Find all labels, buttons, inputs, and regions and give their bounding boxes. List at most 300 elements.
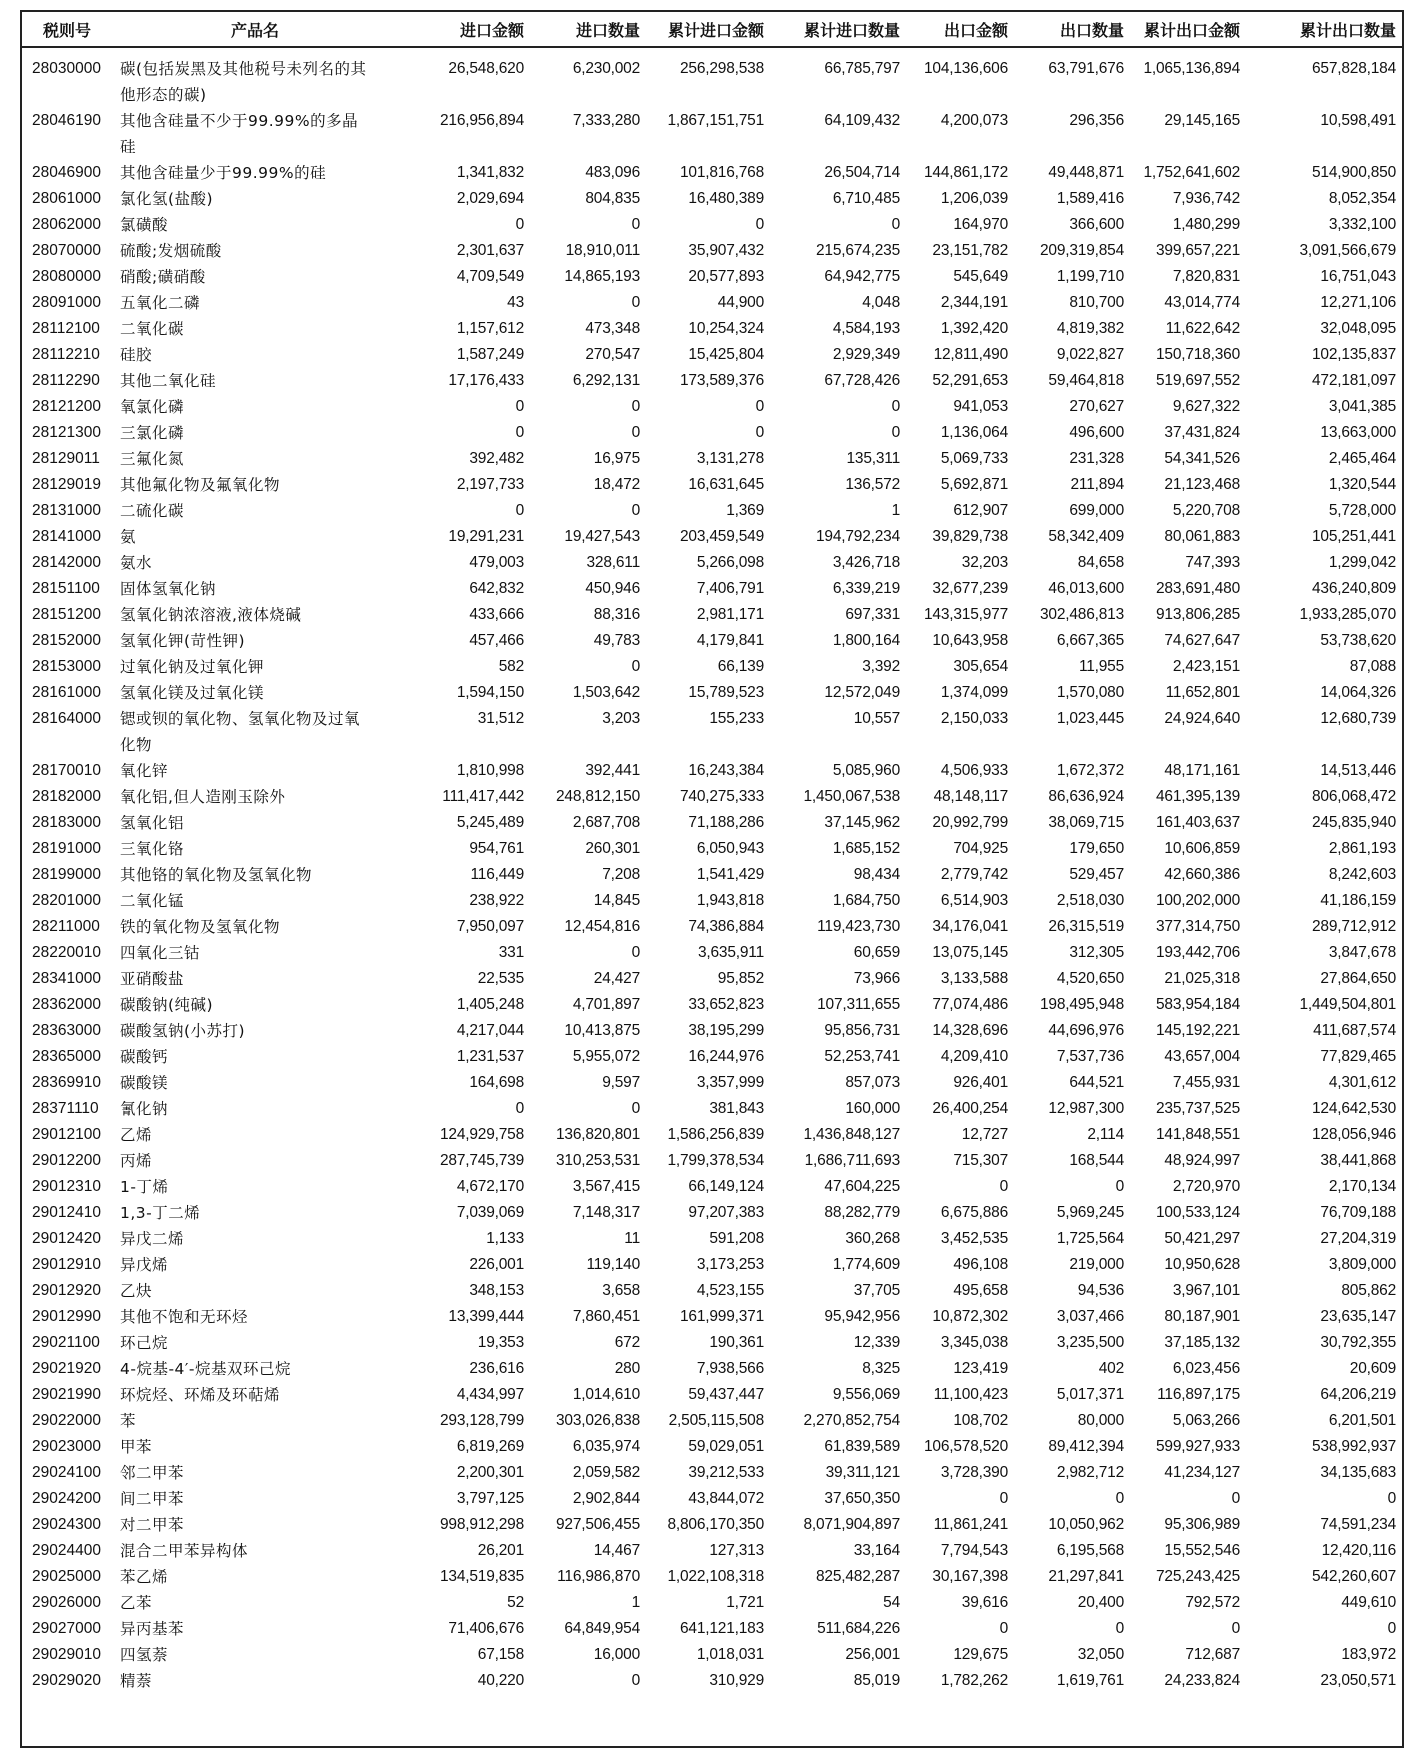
- import-quantity-cell: 12,454,816: [564, 918, 640, 935]
- cumulative-import-value-cell: 16,631,645: [688, 476, 764, 493]
- table-row: [20, 1590, 1402, 1616]
- product-name-cell: [114, 498, 396, 524]
- export-value-cell: 0: [999, 1178, 1008, 1195]
- cumulative-import-quantity-cell: 0: [891, 424, 900, 441]
- product-name-cell: [114, 992, 396, 1018]
- import-value-cell: 7,950,097: [456, 918, 524, 935]
- product-name-cell: [114, 524, 396, 550]
- product-name-text: 1-丁烯: [120, 1178, 169, 1196]
- cumulative-import-value-cell: 59,437,447: [688, 1386, 764, 1403]
- export-quantity-cell: 219,000: [1069, 1256, 1124, 1273]
- cumulative-import-quantity-cell: 4,048: [862, 294, 900, 311]
- export-value-cell: 143,315,977: [924, 606, 1008, 623]
- export-value-cell: 164,970: [953, 216, 1008, 233]
- import-quantity-cell: 2,687,708: [572, 814, 640, 831]
- cumulative-import-value-cell: 1,943,818: [696, 892, 764, 909]
- export-value-cell: 495,658: [953, 1282, 1008, 1299]
- cumulative-import-quantity-cell: 1,774,609: [832, 1256, 900, 1273]
- table-row: [20, 888, 1402, 914]
- cumulative-import-quantity-cell: 64,942,775: [824, 268, 900, 285]
- cumulative-export-quantity-cell: 32,048,095: [1320, 320, 1396, 337]
- export-quantity-cell: 366,600: [1069, 216, 1124, 233]
- cumulative-export-quantity-cell: 64,206,219: [1320, 1386, 1396, 1403]
- product-name-cell: [114, 1486, 396, 1512]
- cumulative-export-value-cell: 37,185,132: [1164, 1334, 1240, 1351]
- product-name-text: 4-烷基-4′-烷基双环己烷: [120, 1360, 292, 1378]
- cumulative-import-quantity-cell: 95,942,956: [824, 1308, 900, 1325]
- cumulative-import-value-cell: 3,635,911: [697, 944, 764, 961]
- export-quantity-cell: 94,536: [1077, 1282, 1124, 1299]
- tariff-code-cell: 28199000: [32, 866, 101, 883]
- product-name-cell: [114, 212, 396, 238]
- product-name-cell: [114, 238, 396, 264]
- product-name-text: 乙炔: [120, 1282, 153, 1300]
- product-name-cell: [114, 446, 396, 472]
- cumulative-export-value-cell: 7,820,831: [1172, 268, 1240, 285]
- tariff-code-cell: 28080000: [32, 268, 101, 285]
- tariff-code-cell: 28062000: [32, 216, 101, 233]
- cumulative-import-quantity-cell: 2,929,349: [832, 346, 900, 363]
- cumulative-export-quantity-cell: 12,680,739: [1320, 710, 1396, 727]
- product-name-cell: [114, 810, 396, 836]
- product-name-text: 碳酸钠(纯碱): [120, 996, 214, 1014]
- import-value-cell: 331: [498, 944, 524, 961]
- product-name-text: 碳酸钙: [120, 1048, 169, 1066]
- cumulative-import-value-cell: 71,188,286: [688, 814, 764, 831]
- product-name-cell: [114, 1252, 396, 1278]
- cumulative-import-value-cell: 127,313: [709, 1542, 764, 1559]
- cumulative-export-quantity-cell: 34,135,683: [1320, 1464, 1396, 1481]
- cumulative-export-value-cell: 283,691,480: [1156, 580, 1240, 597]
- cumulative-import-value-cell: 15,425,804: [688, 346, 764, 363]
- cumulative-export-quantity-cell: 87,088: [1349, 658, 1396, 675]
- cumulative-import-value-cell: 5,266,098: [696, 554, 764, 571]
- table-row: [20, 1434, 1402, 1460]
- table-row: [20, 446, 1402, 472]
- cumulative-import-value-cell: 591,208: [709, 1230, 764, 1247]
- export-value-cell: 612,907: [953, 502, 1008, 519]
- export-value-cell: 32,203: [961, 554, 1008, 571]
- export-value-cell: 52,291,653: [932, 372, 1008, 389]
- cumulative-import-value-cell: 1,799,378,534: [667, 1152, 764, 1169]
- product-name-cell: [114, 940, 396, 966]
- tariff-code-cell: 28061000: [32, 190, 101, 207]
- product-name-cell: [114, 966, 396, 992]
- cumulative-export-value-cell: 10,606,859: [1164, 840, 1240, 857]
- export-value-cell: 704,925: [953, 840, 1008, 857]
- import-quantity-cell: 280: [614, 1360, 640, 1377]
- import-quantity-cell: 14,845: [593, 892, 640, 909]
- product-name-cell: [114, 1278, 396, 1304]
- export-quantity-cell: 198,495,948: [1040, 996, 1124, 1013]
- cumulative-import-quantity-cell: 256,001: [845, 1646, 900, 1663]
- import-quantity-cell: 248,812,150: [556, 788, 640, 805]
- product-name-cell: [114, 1382, 396, 1408]
- import-value-cell: 4,434,997: [456, 1386, 524, 1403]
- cumulative-export-quantity-cell: 6,201,501: [1328, 1412, 1396, 1429]
- cumulative-import-value-cell: 44,900: [717, 294, 764, 311]
- export-quantity-cell: 3,037,466: [1056, 1308, 1124, 1325]
- cumulative-import-quantity-cell: 39,311,121: [825, 1464, 900, 1481]
- import-value-cell: 4,217,044: [456, 1022, 524, 1039]
- product-name-cell: [114, 914, 396, 940]
- export-quantity-cell: 1,619,761: [1056, 1672, 1124, 1689]
- cumulative-export-value-cell: 0: [1231, 1490, 1240, 1507]
- cumulative-export-quantity-cell: 245,835,940: [1312, 814, 1396, 831]
- import-quantity-cell: 392,441: [585, 762, 640, 779]
- cumulative-import-quantity-cell: 0: [891, 398, 900, 415]
- product-name-cell: [114, 1304, 396, 1330]
- cumulative-import-value-cell: 35,907,432: [688, 242, 764, 259]
- tariff-code-cell: 29012920: [32, 1282, 101, 1299]
- tariff-code-cell: 29024100: [32, 1464, 101, 1481]
- product-name-text: 氨水: [120, 554, 153, 572]
- product-name-text: 氯化氢(盐酸): [120, 190, 214, 208]
- product-name-text: 氧化铝,但人造刚玉除外: [120, 788, 286, 806]
- cumulative-export-quantity-cell: 13,663,000: [1320, 424, 1396, 441]
- import-quantity-cell: 1,014,610: [572, 1386, 640, 1403]
- table-row: [20, 1616, 1402, 1642]
- cumulative-export-value-cell: 913,806,285: [1156, 606, 1240, 623]
- export-value-cell: 10,643,958: [932, 632, 1008, 649]
- cumulative-import-value-cell: 16,243,384: [688, 762, 764, 779]
- cumulative-import-value-cell: 59,029,051: [688, 1438, 764, 1455]
- export-value-cell: 6,514,903: [940, 892, 1008, 909]
- cumulative-export-value-cell: 519,697,552: [1156, 372, 1240, 389]
- export-value-cell: 11,100,423: [933, 1386, 1008, 1403]
- import-value-cell: 3,797,125: [456, 1490, 524, 1507]
- cumulative-import-quantity-cell: 47,604,225: [824, 1178, 900, 1195]
- product-name-text: 碳(包括炭黑及其他税号未列名的其他形态的碳): [120, 60, 367, 104]
- export-quantity-cell: 9,022,827: [1056, 346, 1124, 363]
- table-row: [20, 784, 1402, 810]
- cumulative-export-quantity-cell: 538,992,937: [1312, 1438, 1396, 1455]
- cumulative-import-value-cell: 0: [755, 424, 764, 441]
- product-name-text: 其他含硅量不少于99.99%的多晶硅: [120, 112, 359, 156]
- import-value-cell: 7,039,069: [456, 1204, 524, 1221]
- export-quantity-cell: 810,700: [1069, 294, 1124, 311]
- cumulative-export-quantity-cell: 3,041,385: [1328, 398, 1396, 415]
- cumulative-export-value-cell: 80,187,901: [1164, 1308, 1240, 1325]
- table-row: [20, 524, 1402, 550]
- product-name-text: 硅胶: [120, 346, 153, 364]
- cumulative-export-value-cell: 95,306,989: [1164, 1516, 1240, 1533]
- table-row: [20, 576, 1402, 602]
- product-name-text: 丙烯: [120, 1152, 153, 1170]
- tariff-code-cell: 29012100: [32, 1126, 101, 1143]
- import-value-cell: 116,449: [470, 866, 524, 883]
- product-name-text: 间二甲苯: [120, 1490, 185, 1508]
- product-name-text: 氰化钠: [120, 1100, 169, 1118]
- cumulative-import-value-cell: 3,131,278: [696, 450, 764, 467]
- export-quantity-cell: 4,819,382: [1056, 320, 1124, 337]
- tariff-code-cell: 28091000: [32, 294, 101, 311]
- import-quantity-cell: 0: [631, 424, 640, 441]
- table-row: [20, 316, 1402, 342]
- product-name-cell: [114, 1512, 396, 1538]
- product-name-text: 氢氧化铝: [120, 814, 185, 832]
- cumulative-export-quantity-cell: 30,792,355: [1320, 1334, 1396, 1351]
- cumulative-import-value-cell: 74,386,884: [688, 918, 764, 935]
- tariff-code-cell: 29023000: [32, 1438, 101, 1455]
- export-value-cell: 77,074,486: [932, 996, 1008, 1013]
- export-quantity-cell: 80,000: [1077, 1412, 1124, 1429]
- cumulative-export-quantity-cell: 1,933,285,070: [1299, 606, 1396, 623]
- import-value-cell: 479,003: [469, 554, 524, 571]
- product-name-cell: [114, 1200, 396, 1226]
- cumulative-import-quantity-cell: 26,504,714: [824, 164, 900, 181]
- tariff-code-cell: 28030000: [32, 60, 101, 77]
- product-name-cell: [114, 316, 396, 342]
- table-row: [20, 1226, 1402, 1252]
- tariff-code-cell: 28046900: [32, 164, 101, 181]
- import-value-cell: 40,220: [477, 1672, 524, 1689]
- export-value-cell: 104,136,606: [924, 60, 1008, 77]
- cumulative-import-value-cell: 7,938,566: [696, 1360, 764, 1377]
- table-row: [20, 472, 1402, 498]
- table-row: [20, 1330, 1402, 1356]
- cumulative-import-quantity-cell: 66,785,797: [824, 60, 900, 77]
- cumulative-import-value-cell: 6,050,943: [696, 840, 764, 857]
- product-name-text: 乙苯: [120, 1594, 153, 1612]
- product-name-cell: [114, 1148, 396, 1174]
- table-row: [20, 966, 1402, 992]
- cumulative-export-value-cell: 100,533,124: [1156, 1204, 1240, 1221]
- import-value-cell: 293,128,799: [440, 1412, 524, 1429]
- product-name-cell: [114, 394, 396, 420]
- import-quantity-cell: 24,427: [593, 970, 640, 987]
- import-quantity-cell: 672: [614, 1334, 640, 1351]
- cumulative-export-value-cell: 48,924,997: [1164, 1152, 1240, 1169]
- product-name-text: 五氧化二磷: [120, 294, 201, 312]
- import-value-cell: 392,482: [469, 450, 524, 467]
- cumulative-import-quantity-cell: 10,557: [853, 710, 900, 727]
- tariff-code-cell: 28191000: [32, 840, 101, 857]
- cumulative-import-value-cell: 97,207,383: [688, 1204, 764, 1221]
- cumulative-import-quantity-cell: 360,268: [845, 1230, 900, 1247]
- product-name-cell: [114, 1096, 396, 1122]
- cumulative-export-quantity-cell: 2,861,193: [1328, 840, 1396, 857]
- cumulative-import-quantity-cell: 12,572,049: [824, 684, 900, 701]
- tariff-code-cell: 28151100: [32, 580, 100, 597]
- product-name-text: 其他氟化物及氟氧化物: [120, 476, 281, 494]
- import-quantity-cell: 49,783: [593, 632, 640, 649]
- product-name-text: 混合二甲苯异构体: [120, 1542, 249, 1560]
- cumulative-export-value-cell: 41,234,127: [1164, 1464, 1240, 1481]
- cumulative-import-quantity-cell: 85,019: [853, 1672, 900, 1689]
- export-quantity-cell: 0: [1115, 1620, 1124, 1637]
- product-name-cell: [114, 1330, 396, 1356]
- import-value-cell: 1,405,248: [456, 996, 524, 1013]
- cumulative-export-quantity-cell: 4,301,612: [1328, 1074, 1396, 1091]
- product-name-cell: [114, 472, 396, 498]
- cumulative-export-value-cell: 145,192,221: [1156, 1022, 1240, 1039]
- product-name-text: 固体氢氧化钠: [120, 580, 217, 598]
- export-value-cell: 2,150,033: [940, 710, 1008, 727]
- export-value-cell: 305,654: [953, 658, 1008, 675]
- cumulative-export-quantity-cell: 1,449,504,801: [1299, 996, 1396, 1013]
- product-name-text: 四氧化三钴: [120, 944, 201, 962]
- export-value-cell: 39,616: [961, 1594, 1008, 1611]
- cumulative-export-value-cell: 712,687: [1185, 1646, 1240, 1663]
- cumulative-export-value-cell: 21,025,318: [1164, 970, 1240, 987]
- product-name-text: 氨: [120, 528, 137, 546]
- export-value-cell: 12,811,490: [933, 346, 1008, 363]
- cumulative-import-value-cell: 7,406,791: [696, 580, 764, 597]
- tariff-code-cell: 28365000: [32, 1048, 101, 1065]
- cumulative-export-quantity-cell: 10,598,491: [1320, 112, 1396, 129]
- cumulative-export-quantity-cell: 3,847,678: [1328, 944, 1396, 961]
- cumulative-import-value-cell: 20,577,893: [688, 268, 764, 285]
- import-value-cell: 0: [515, 1100, 524, 1117]
- cumulative-import-quantity-cell: 3,426,718: [832, 554, 900, 571]
- cumulative-export-quantity-cell: 411,687,574: [1313, 1022, 1396, 1039]
- tariff-code-cell: 29021100: [32, 1334, 100, 1351]
- export-value-cell: 4,209,410: [940, 1048, 1008, 1065]
- cumulative-import-quantity-cell: 511,684,226: [817, 1620, 900, 1637]
- import-quantity-cell: 0: [631, 1100, 640, 1117]
- tariff-code-cell: 28152000: [32, 632, 101, 649]
- import-value-cell: 0: [515, 216, 524, 233]
- table-body: [20, 47, 1402, 1694]
- import-value-cell: 134,519,835: [440, 1568, 524, 1585]
- export-quantity-cell: 5,017,371: [1056, 1386, 1124, 1403]
- table-row: [20, 212, 1402, 238]
- table-row: [20, 1408, 1402, 1434]
- product-name-text: 其他铬的氧化物及氢氧化物: [120, 866, 313, 884]
- import-value-cell: 238,922: [469, 892, 524, 909]
- import-value-cell: 1,594,150: [456, 684, 524, 701]
- product-name-text: 环烷烃、环烯及环萜烯: [120, 1386, 281, 1404]
- tariff-code-cell: 28170010: [32, 762, 101, 779]
- cumulative-export-value-cell: 11,622,642: [1165, 320, 1240, 337]
- table-row: [20, 1278, 1402, 1304]
- cumulative-export-value-cell: 48,171,161: [1164, 762, 1240, 779]
- export-quantity-cell: 89,412,394: [1048, 1438, 1124, 1455]
- product-name-cell: [114, 290, 396, 316]
- table-row: [20, 1512, 1402, 1538]
- export-value-cell: 48,148,117: [933, 788, 1008, 805]
- table-row: [20, 1564, 1402, 1590]
- cumulative-export-value-cell: 0: [1231, 1620, 1240, 1637]
- product-name-text: 氢氧化镁及过氧化镁: [120, 684, 265, 702]
- cumulative-export-value-cell: 725,243,425: [1156, 1568, 1240, 1585]
- import-value-cell: 236,616: [469, 1360, 524, 1377]
- import-quantity-cell: 3,567,415: [572, 1178, 640, 1195]
- table-row: [20, 758, 1402, 784]
- cumulative-export-value-cell: 80,061,883: [1164, 528, 1240, 545]
- import-quantity-cell: 0: [631, 1672, 640, 1689]
- table-row: [20, 1304, 1402, 1330]
- tariff-code-cell: 29026000: [32, 1594, 101, 1611]
- import-quantity-cell: 6,230,002: [572, 60, 640, 77]
- table-row: [20, 1668, 1402, 1694]
- cumulative-export-quantity-cell: 806,068,472: [1312, 788, 1396, 805]
- cumulative-import-quantity-cell: 6,710,485: [832, 190, 900, 207]
- product-name-cell: [114, 186, 396, 212]
- cumulative-import-value-cell: 38,195,299: [688, 1022, 764, 1039]
- export-value-cell: 1,782,262: [940, 1672, 1008, 1689]
- cumulative-import-quantity-cell: 1,800,164: [832, 632, 900, 649]
- cumulative-export-quantity-cell: 38,441,868: [1320, 1152, 1396, 1169]
- cumulative-export-quantity-cell: 5,728,000: [1328, 502, 1396, 519]
- product-name-cell: [114, 680, 396, 706]
- tariff-code-cell: 28161000: [32, 684, 101, 701]
- import-quantity-cell: 0: [631, 658, 640, 675]
- cumulative-import-quantity-cell: 61,839,589: [824, 1438, 900, 1455]
- product-name-cell: [114, 342, 396, 368]
- tariff-code-cell: 28164000: [32, 710, 101, 727]
- import-quantity-cell: 483,096: [585, 164, 640, 181]
- product-name-cell: [114, 862, 396, 888]
- product-name-cell: [114, 1538, 396, 1564]
- cumulative-import-quantity-cell: 1,450,067,538: [803, 788, 900, 805]
- product-name-text: 苯: [120, 1412, 137, 1430]
- product-name-text: 硫酸;发烟硫酸: [120, 242, 222, 260]
- tariff-code-cell: 28131000: [32, 502, 101, 519]
- import-value-cell: 4,672,170: [456, 1178, 524, 1195]
- product-name-cell: [114, 706, 396, 758]
- cumulative-import-quantity-cell: 37,145,962: [824, 814, 900, 831]
- product-name-text: 精萘: [120, 1672, 153, 1690]
- import-quantity-cell: 9,597: [602, 1074, 640, 1091]
- import-quantity-cell: 14,865,193: [564, 268, 640, 285]
- import-quantity-cell: 136,820,801: [556, 1126, 640, 1143]
- cumulative-import-value-cell: 15,789,523: [688, 684, 764, 701]
- import-value-cell: 1,133: [486, 1230, 524, 1247]
- cumulative-export-quantity-cell: 102,135,837: [1312, 346, 1396, 363]
- cumulative-import-quantity-cell: 88,282,779: [824, 1204, 900, 1221]
- cumulative-export-quantity-cell: 0: [1387, 1490, 1396, 1507]
- cumulative-export-quantity-cell: 128,056,946: [1312, 1126, 1396, 1143]
- cumulative-import-quantity-cell: 0: [891, 216, 900, 233]
- product-name-text: 硝酸;磺硝酸: [120, 268, 206, 286]
- import-value-cell: 0: [515, 398, 524, 415]
- import-value-cell: 954,761: [469, 840, 524, 857]
- column-header-export-value: 出口金额: [906, 11, 1014, 47]
- cumulative-export-quantity-cell: 16,751,043: [1320, 268, 1396, 285]
- export-value-cell: 4,506,933: [940, 762, 1008, 779]
- import-value-cell: 348,153: [469, 1282, 524, 1299]
- cumulative-export-quantity-cell: 449,610: [1341, 1594, 1396, 1611]
- cumulative-import-quantity-cell: 215,674,235: [816, 242, 900, 259]
- tariff-code-cell: 28341000: [32, 970, 101, 987]
- cumulative-import-value-cell: 43,844,072: [688, 1490, 764, 1507]
- import-value-cell: 6,819,269: [456, 1438, 524, 1455]
- product-name-cell: [114, 654, 396, 680]
- import-quantity-cell: 804,835: [585, 190, 640, 207]
- cumulative-export-quantity-cell: 53,738,620: [1320, 632, 1396, 649]
- product-name-cell: [114, 1070, 396, 1096]
- tariff-code-cell: 29027000: [32, 1620, 101, 1637]
- cumulative-export-quantity-cell: 124,642,530: [1312, 1100, 1396, 1117]
- export-quantity-cell: 6,195,568: [1056, 1542, 1124, 1559]
- cumulative-import-quantity-cell: 8,071,904,897: [803, 1516, 900, 1533]
- product-name-cell: [114, 108, 396, 160]
- cumulative-import-quantity-cell: 160,000: [845, 1100, 900, 1117]
- table-row: [20, 550, 1402, 576]
- cumulative-import-quantity-cell: 107,311,655: [817, 996, 900, 1013]
- product-name-text: 亚硝酸盐: [120, 970, 185, 988]
- product-name-text: 二硫化碳: [120, 502, 185, 520]
- cumulative-export-quantity-cell: 76,709,188: [1320, 1204, 1396, 1221]
- product-name-cell: [114, 1174, 396, 1200]
- table-row: [20, 1122, 1402, 1148]
- import-quantity-cell: 270,547: [585, 346, 640, 363]
- product-name-text: 氢氧化钠浓溶液,液体烧碱: [120, 606, 302, 624]
- cumulative-export-quantity-cell: 14,513,446: [1320, 762, 1396, 779]
- export-quantity-cell: 0: [1115, 1178, 1124, 1195]
